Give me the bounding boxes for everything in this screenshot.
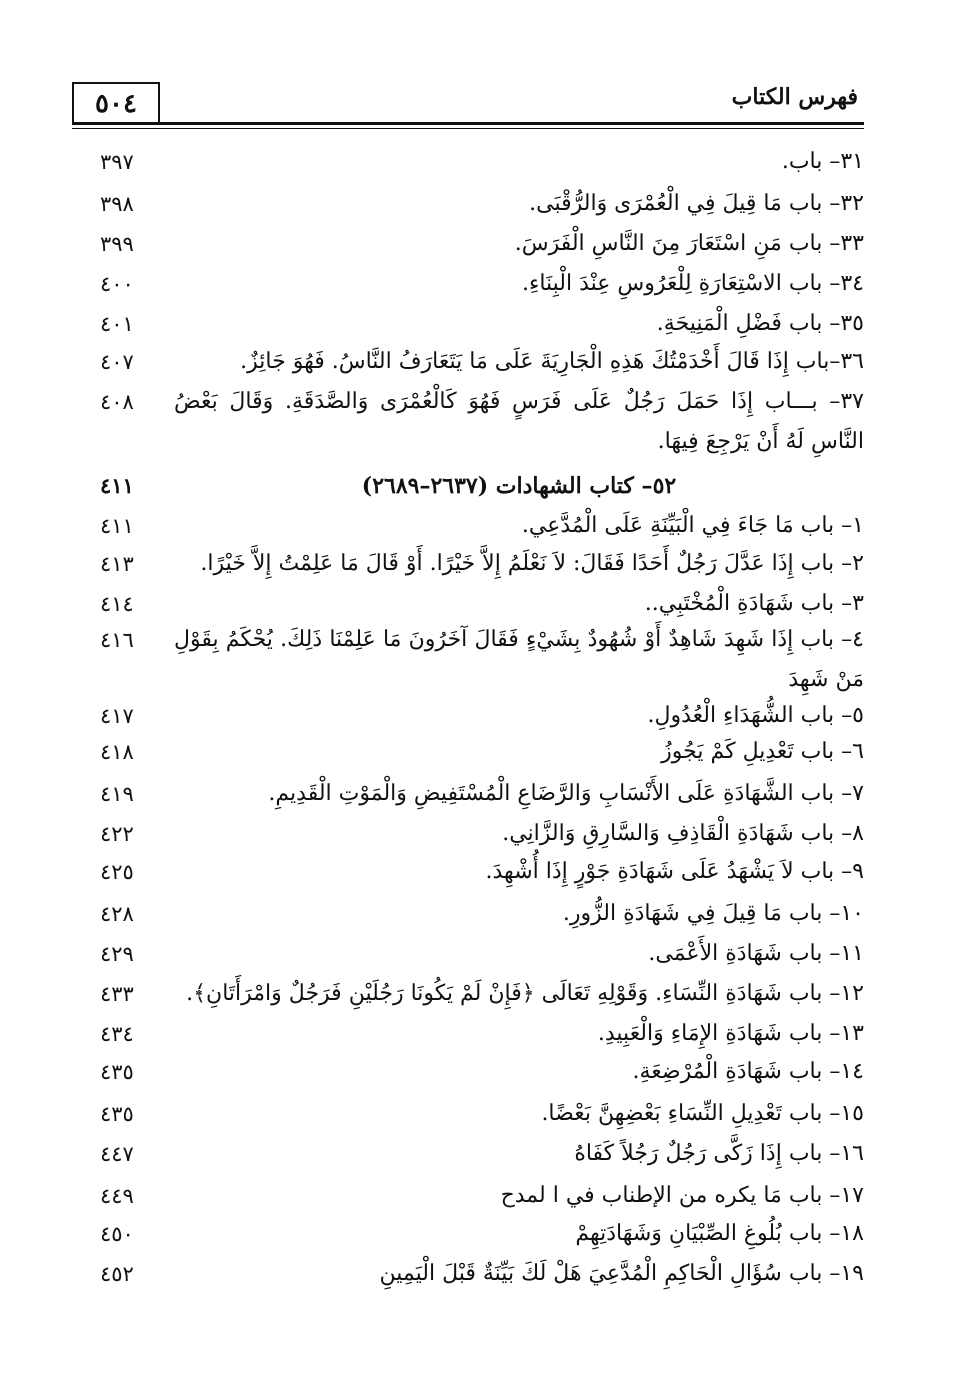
entry-title: ١٥– باب تَعْدِيلِ النِّسَاءِ بَعْضِهِنَّ بَعْضًا.	[541, 1101, 864, 1126]
entry-title: ٣٥– باب فَضْلِ الْمَنِيحَةِ.	[656, 311, 864, 336]
entry-title: ٣٦–باب إِذَا قَالَ أَخْدَمْتُكَ هَذِهِ الْجَارِيَةَ عَلَى مَا يَتَعَارَفُ النَّاسُ. فَهُوَ جَائِزٌ.	[240, 349, 864, 374]
entry-title: ١٨– باب بُلُوغِ الصِّبْيَانِ وَشَهَادَتِهِمْ	[575, 1221, 864, 1246]
entry-page-number: ٣٩٧	[100, 150, 134, 174]
entry-title: ٧– باب الشَّهَادَةِ عَلَى الأَنْسَابِ وَالرَّضَاعِ الْمُسْتَفِيضِ وَالْمَوْتِ الْقَدِيمِ.	[268, 781, 864, 806]
entry-page-number: ٤٢٥	[100, 860, 134, 884]
entry-title: ١٣– باب شَهَادَةِ الإِمَاءِ وَالْعَبِيدِ.	[597, 1021, 864, 1046]
entry-page-number: ٤٢٢	[100, 822, 134, 846]
entry-title: ٨– باب شَهَادَةِ الْقَاذِفِ وَالسَّارِقِ وَالزَّانِي.	[502, 821, 864, 846]
entry-page-number: ٤٤٩	[100, 1184, 134, 1208]
entry-title: ٣٣– باب مَنِ اسْتَعَارَ مِنَ النَّاسِ الْفَرَسَ.	[514, 231, 864, 256]
entry-page-number: ٤٠٨	[100, 390, 134, 414]
entry-page-number: ٤٣٥	[100, 1102, 134, 1126]
entry-page-number: ٤١٧	[100, 704, 134, 728]
entry-page-number: ٤١١	[100, 514, 134, 538]
section-title: ٥٢– كتاب الشهادات (٢٦٣٧–٢٦٨٩)	[361, 473, 677, 499]
entry-page-number: ٤٠٧	[100, 350, 134, 374]
entry-title: ١٠– باب مَا قِيلَ فِي شَهَادَةِ الزُّورِ.	[562, 901, 864, 926]
page-number: ٥٠٤	[72, 82, 160, 124]
entry-title: ٢– باب إِذَا عَدَّلَ رَجُلٌ أَحَدًا فَقَالَ: لاَ نَعْلَمُ إِلاَّ خَيْرًا. أَوْ قَالَ مَا عَلِمْتُ إِلاَّ خَيْرًا.	[200, 551, 864, 576]
entry-title: ١– باب مَا جَاءَ فِي الْبَيِّنَةِ عَلَى الْمُدَّعِي.	[521, 513, 864, 538]
entry-title: ٣١– باب.	[781, 149, 864, 174]
entry-page-number: ٤٠١	[100, 312, 134, 336]
entry-title: ١٧– باب مَا يكره من الإطناب في ا لمدح	[500, 1183, 864, 1208]
entry-title: ٥– باب الشُّهَدَاءِ الْعُدُولِ.	[647, 703, 864, 728]
entry-title: ٣– باب شَهَادَةِ الْمُخْتَبِي..	[644, 591, 864, 616]
entry-page-number: ٤٣٣	[100, 982, 134, 1006]
entry-title: ١٢– باب شَهَادَةِ النِّسَاءِ. وَقَوْلِهِ تَعَالَى ﴿فَإِنْ لَمْ يَكُونَا رَجُلَيْنِ فَرَجُلٌ وَامْرَأَتَانِ﴾.	[186, 981, 864, 1006]
entry-page-number: ٤٠٠	[100, 272, 134, 296]
entry-page-number: ٤٥٠	[100, 1222, 134, 1246]
entry-page-number: ٤٢٩	[100, 942, 134, 966]
entry-page-number: ٣٩٨	[100, 192, 134, 216]
entry-title: ٣٢– باب مَا قِيلَ فِي الْعُمْرَى وَالرُّقْبَى.	[529, 191, 864, 216]
entry-title: ٦– باب تَعْدِيلِ كَمْ يَجُوزُ	[661, 739, 864, 764]
entry-page-number: ٤٣٥	[100, 1060, 134, 1084]
page-title: فهرس الكتاب	[731, 84, 858, 110]
entry-page-number: ٤١٣	[100, 552, 134, 576]
entry-title: ١١– باب شَهَادَةِ الأَعْمَى.	[648, 941, 864, 966]
entry-title: ٤– باب إِذَا شَهِدَ شَاهِدٌ أَوْ شُهُودٌ بِشَيْءٍ فَقَالَ آخَرُونَ مَا عَلِمْنَا ذَلِكَ. يُحْكَمُ بِقَوْلِ مَنْ شَهِدَ	[174, 627, 864, 692]
entry-page-number: ٣٩٩	[100, 232, 134, 256]
entry-page-number: ٤١٨	[100, 740, 134, 764]
entry-title: ٣٤– باب الاسْتِعَارَةِ لِلْعَرُوسِ عِنْدَ الْبِنَاءِ.	[521, 271, 864, 296]
entry-page-number: ٤١٤	[100, 592, 134, 616]
entry-title: ١٦– باب إِذَا زَكَّى رَجُلٌ رَجُلاً كَفَاهُ	[574, 1141, 864, 1166]
entry-title: ١٤– باب شَهَادَةِ الْمُرْضِعَةِ.	[632, 1059, 864, 1084]
entry-title: ١٩– باب سُؤَالِ الْحَاكِمِ الْمُدَّعِيَ هَلْ لَكَ بَيِّنَةٌ قَبْلَ الْيَمِينِ	[379, 1261, 864, 1286]
entry-page-number: ٤٣٤	[100, 1022, 134, 1046]
entry-page-number: ٤١١	[100, 473, 134, 498]
entry-page-number: ٤١٩	[100, 782, 134, 806]
entry-page-number: ٤٤٧	[100, 1142, 134, 1166]
entry-page-number: ٤٢٨	[100, 902, 134, 926]
entry-title: ٣٧– بـــاب إِذَا حَمَلَ رَجُلٌ عَلَى فَرَسٍ فَهُوَ كَالْعُمْرَى وَالصَّدَقَةِ. وَقَالَ بَعْضُ النَّاسِ لَهُ أَنْ يَرْجِعَ فِيهَا.	[174, 389, 864, 454]
entry-page-number: ٤٥٢	[100, 1262, 134, 1286]
entry-title: ٩– باب لاَ يَشْهَدُ عَلَى شَهَادَةِ جَوْرٍ إِذَا أُشْهِدَ.	[485, 859, 864, 884]
entry-page-number: ٤١٦	[100, 628, 134, 652]
